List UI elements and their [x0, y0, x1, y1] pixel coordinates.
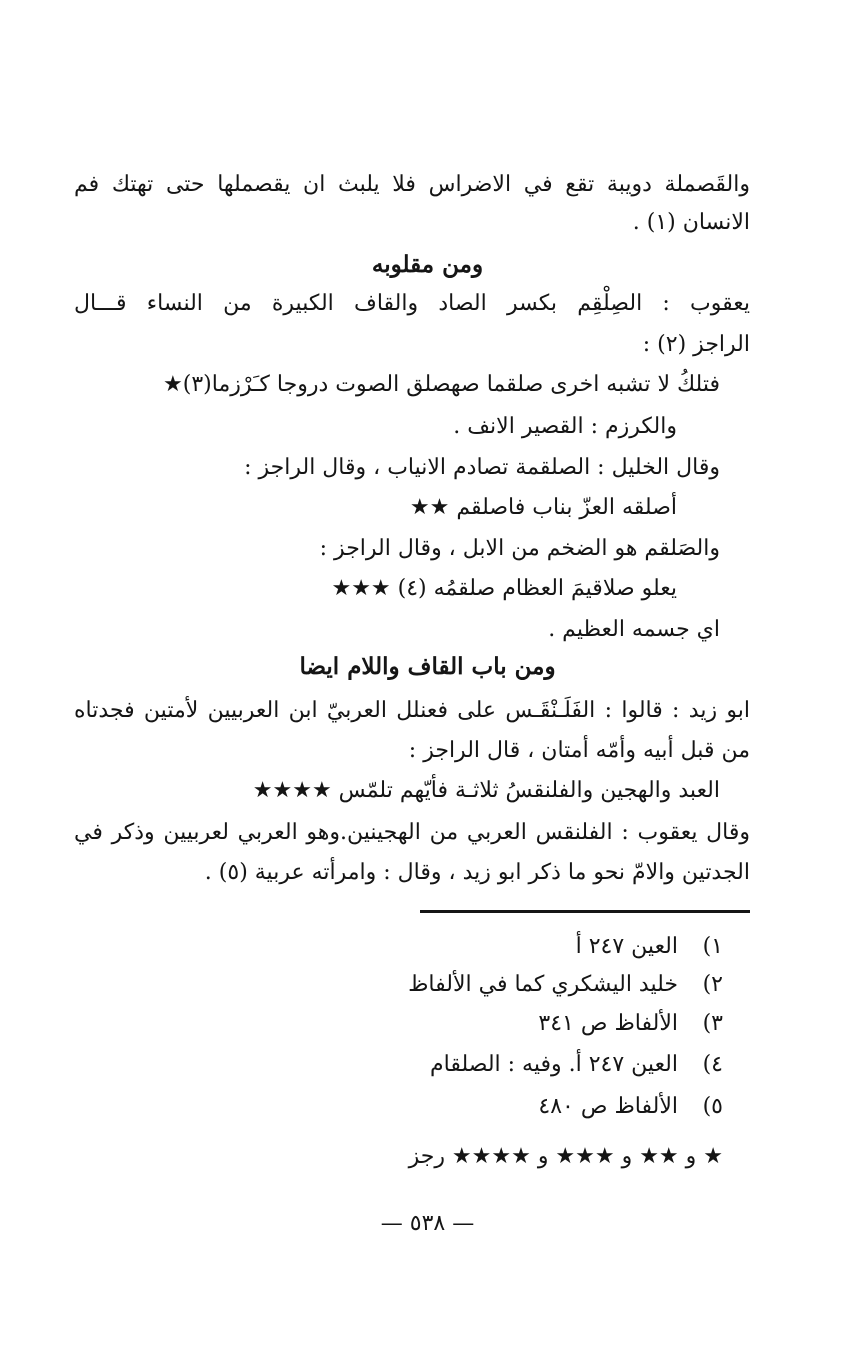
paragraph-2-line-1: يعقوب : الصِلْقِم بكسر الصاد والقاف الكبيرة من النساء قـــال: [74, 291, 750, 316]
footnote-3: [538, 1007, 723, 1041]
footnote-text: خليد اليشكري كما في الألفاظ: [408, 972, 678, 997]
paragraph-1-line-2: الانسان (١) .: [632, 210, 750, 235]
page-number: — ٥٣٨ —: [380, 1211, 475, 1236]
footnote-number: ٢): [702, 972, 723, 997]
line-salqam: والصَلقم هو الضخم من الابل ، وقال الراجز :: [319, 536, 720, 561]
footnote-text: العين ٢٤٧ أ. وفيه : الصلقام: [430, 1052, 678, 1077]
line-khalil: وقال الخليل : الصلقمة تصادم الانياب ، وقال الراجز :: [244, 455, 720, 480]
paragraph-3-line-1: ابو زيد : قالوا : الفَلَـنْقَـس على فعنلل العربيّ ابن العربيين لأمتين فجدتاه: [74, 698, 750, 723]
footnote-number: ٤): [702, 1052, 723, 1077]
stars-legend: ★ و ★★ و ★★★ و ★★★★ رجز: [408, 1144, 723, 1169]
footnote-text: العين ٢٤٧ أ: [575, 934, 678, 959]
verse-2: أصلقه العزّ بناب فاصلقم ★★: [409, 495, 677, 520]
footnote-divider: [420, 910, 750, 913]
footnote-5: [538, 1090, 723, 1124]
paragraph-1-line-1: والقَصملة دويبة تقع في الاضراس فلا يلبث ان يقصملها حتى تهتك فم: [74, 172, 750, 197]
heading-qaf-lam: ومن باب القاف واللام ايضا: [299, 653, 556, 680]
paragraph-3-line-2: من قبل أبيه وأمّه أمتان ، قال الراجز :: [408, 738, 750, 763]
footnote-2: [408, 968, 723, 1002]
paragraph-2-line-2: الراجز (٢) :: [642, 332, 750, 357]
footnote-1: [576, 930, 723, 964]
footnote-number: ٣): [702, 1011, 723, 1036]
footnote-4: [430, 1048, 723, 1082]
paragraph-4-line-1: وقال يعقوب : الفلنقس العربي من الهجينين.وهو العربي لعربيين وذكر في: [74, 820, 750, 845]
verse-4: العبد والهجين والفلنقسُ ثلاثـة فأيّهم تلمّس ★★★★: [252, 778, 720, 803]
footnote-text: الألفاظ ص ٣٤١: [538, 1011, 678, 1036]
line-jism: اي جسمه العظيم .: [548, 617, 720, 642]
footnote-number: ٥): [702, 1094, 723, 1119]
verse-1: فتلكُ لا تشبه اخرى صلقما صهصلق الصوت دروجا كـَرْزما(٣)★: [163, 372, 720, 397]
line-karzam: والكرزم : القصير الانف .: [453, 414, 677, 439]
verse-3: يعلو صلاقيمَ العظام صلقمُه (٤) ★★★: [331, 576, 677, 601]
heading-maqlub: ومن مقلوبه: [371, 251, 484, 278]
paragraph-4-line-2: الجدتين والامّ نحو ما ذكر ابو زيد ، وقال : وامرأته عربية (٥) .: [204, 860, 750, 885]
footnote-text: الألفاظ ص ٤٨٠: [538, 1094, 678, 1119]
footnote-number: ١): [702, 934, 723, 959]
